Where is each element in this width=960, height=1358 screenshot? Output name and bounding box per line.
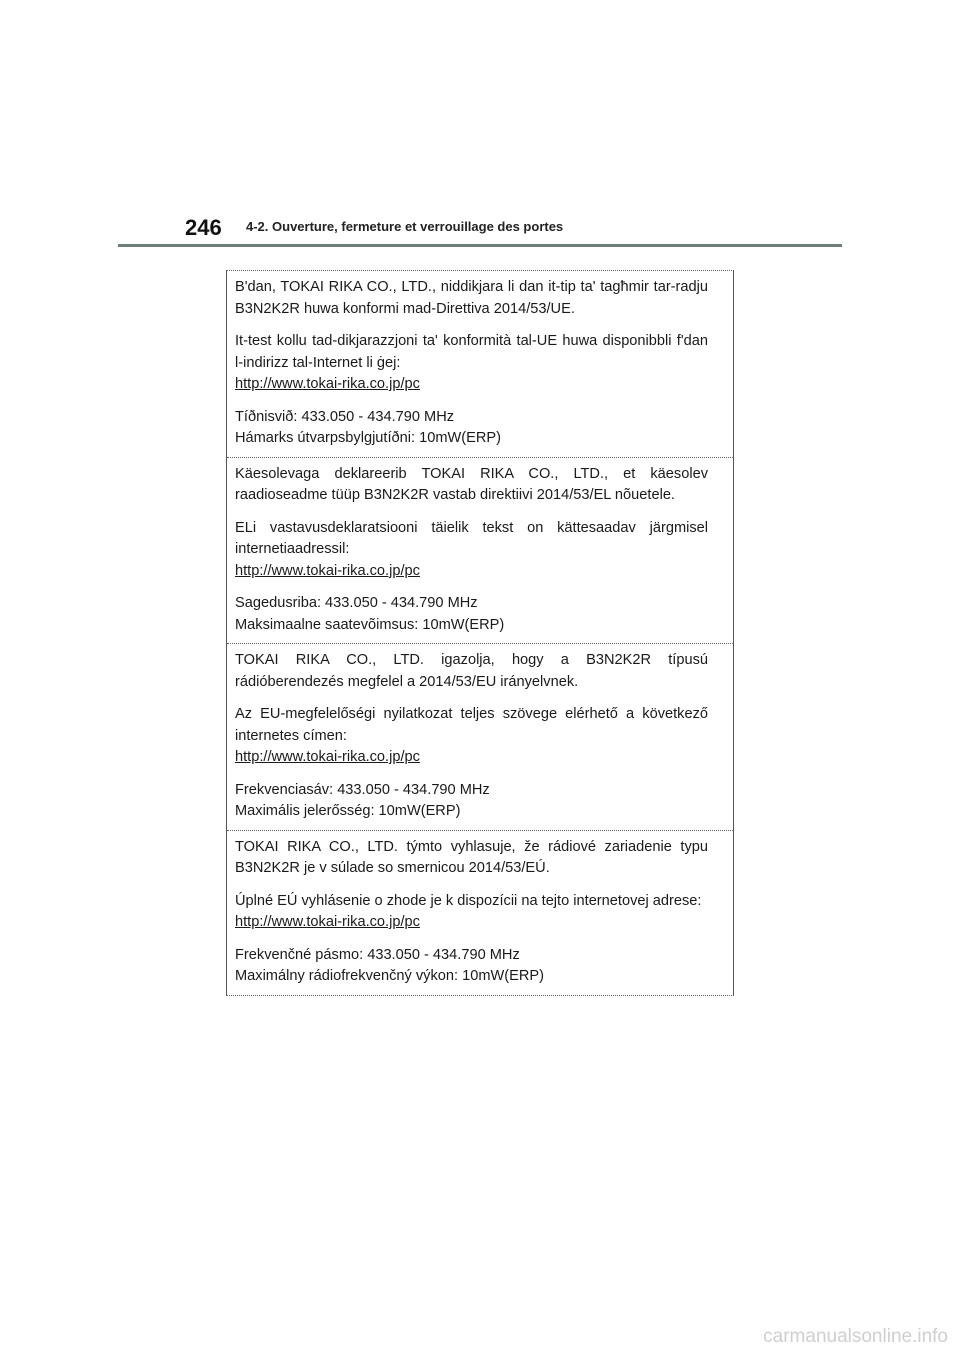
frequency-band-text: Tíðnisvið: 433.050 - 434.790 MHz <box>235 408 455 425</box>
declaration-url-link[interactable]: http://www.tokai-rika.co.jp/pc <box>235 562 420 579</box>
declaration-url-link[interactable]: http://www.tokai-rika.co.jp/pc <box>235 376 420 392</box>
max-power-text: Hámarks útvarpsbylgjutíðni: 10mW(ERP) <box>235 430 502 446</box>
availability-text: It-test kollu tad-dikjarazzjoni ta' konformità tal-UE huwa disponibbli f'dan l-indirizz tal-Internet li ġej: <box>235 333 708 371</box>
availability-text: ELi vastavusdeklaratsiooni täielik tekst on kättesaadav järgmisel internetiaadressil: <box>235 519 708 557</box>
availability-statement <box>235 891 708 934</box>
conformity-statement: Käesolevaga deklareerib TOKAI RIKA CO., LTD., et käesolev raadioseadme tüüp B3N2K2R vastab direktiivi 2014/53/EL nõuetele. <box>235 465 708 503</box>
declaration-table <box>226 270 734 996</box>
max-power-text: Maximálny rádiofrekvenčný výkon: 10mW(ERP) <box>235 968 544 984</box>
declaration-url-link[interactable]: http://www.tokai-rika.co.jp/pc <box>235 914 420 930</box>
site-watermark: carmanualsonline.info <box>763 1326 948 1347</box>
max-power-text: Maksimaalne saatevõimsus: 10mW(ERP) <box>235 616 505 633</box>
frequency-band-text: Frekvenciasáv: 433.050 - 434.790 MHz <box>235 781 490 798</box>
header-divider <box>118 244 842 247</box>
page-number: 246 <box>185 215 222 240</box>
specifications <box>235 945 708 988</box>
declaration-url-link[interactable]: http://www.tokai-rika.co.jp/pc <box>235 749 420 765</box>
availability-statement <box>235 518 708 583</box>
specifications <box>235 780 708 823</box>
section-title: 4-2. Ouverture, fermeture et verrouillage des portes <box>246 219 564 234</box>
declaration-block-hungarian <box>227 643 733 830</box>
frequency-band-text: Frekvenčné pásmo: 433.050 - 434.790 MHz <box>235 946 520 963</box>
conformity-statement: B'dan, TOKAI RIKA CO., LTD., niddikjara li dan it-tip ta' tagħmir tar-radju B3N2K2R huwa konformi mad-Direttiva 2014/53/UE. <box>235 279 708 317</box>
declaration-block-slovak <box>227 830 733 995</box>
specifications <box>235 407 708 450</box>
availability-statement <box>235 331 708 396</box>
max-power-text: Maximális jelerősség: 10mW(ERP) <box>235 803 461 819</box>
availability-text: Az EU-megfelelőségi nyilatkozat teljes szövege elérhető a következő internetes címen: <box>235 706 708 744</box>
frequency-band-text: Sagedusriba: 433.050 - 434.790 MHz <box>235 595 478 611</box>
declaration-block-estonian <box>227 457 733 644</box>
specifications <box>235 593 708 636</box>
availability-statement <box>235 704 708 769</box>
conformity-statement: TOKAI RIKA CO., LTD. týmto vyhlasuje, že rádiové zariadenie typu B3N2K2R je v súlade so smernicou 2014/53/EÚ. <box>235 838 708 876</box>
conformity-statement: TOKAI RIKA CO., LTD. igazolja, hogy a B3N2K2R típusú rádióberendezés megfelel a 2014/53/EU irányelvnek. <box>235 652 708 690</box>
declaration-block-maltese <box>227 271 733 457</box>
availability-text: Úplné EÚ vyhlásenie o zhode je k dispozícii na tejto internetovej adrese: <box>235 892 702 909</box>
